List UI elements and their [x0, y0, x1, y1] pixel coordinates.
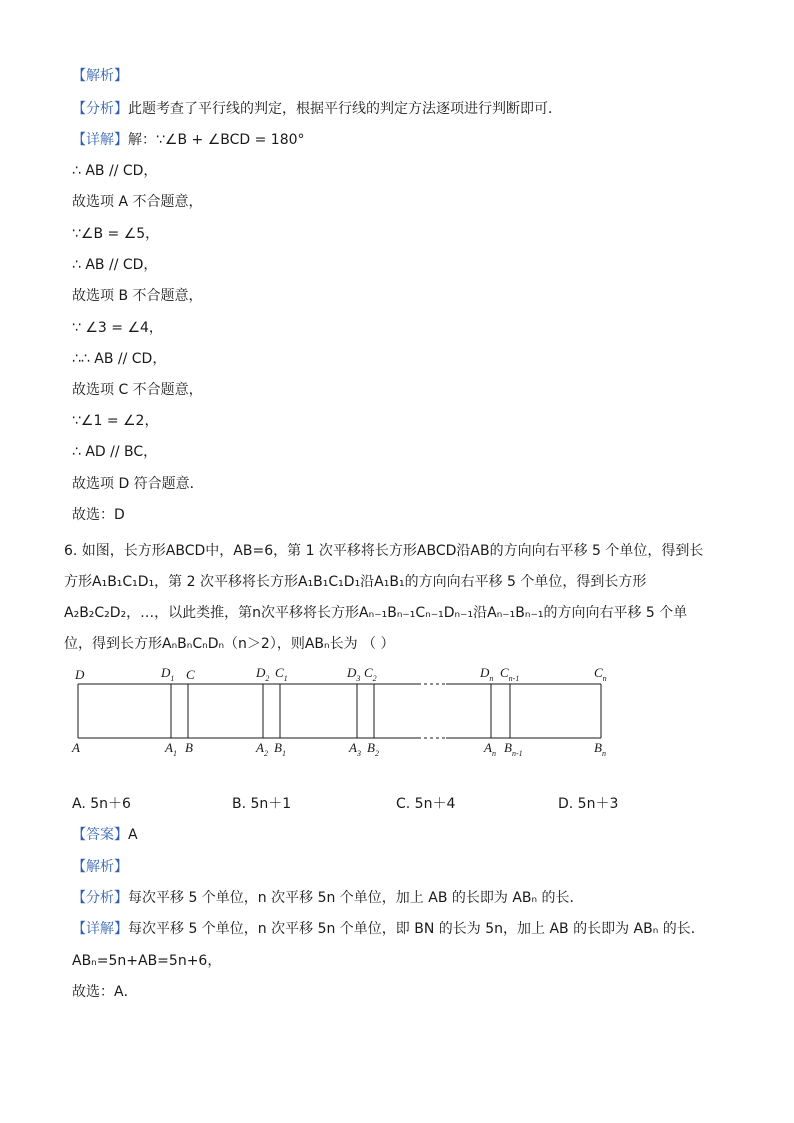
- fenxi-label: 【分析】: [72, 101, 128, 117]
- answer-value: A: [128, 827, 138, 843]
- step-line: 故选项 B 不合题意，: [72, 288, 203, 304]
- final-answer-line: 故选：A．: [72, 984, 138, 1000]
- label-Bn: $B_n$: [594, 740, 606, 758]
- question-line: 方形A₁B₁C₁D₁，第 2 次平移将长方形A₁B₁C₁D₁沿A₁B₁的方向向右平移 5 个单位，得到长方形: [64, 574, 647, 590]
- xiangjie-label-2: 【详解】: [72, 921, 128, 937]
- xiangjie-line: [72, 130, 305, 150]
- jiexi-label: 【解析】: [72, 68, 128, 84]
- step-line: ∵ ∠3 = ∠4，: [72, 320, 163, 336]
- label-D: D: [75, 667, 85, 682]
- label-C: C: [186, 667, 195, 682]
- question-line: 位，得到长方形AₙBₙCₙDₙ（n＞2），则ABₙ长为 （ ）: [64, 636, 395, 652]
- label-Cn: $C_n$: [594, 665, 607, 683]
- xiangjie-text: 解：∵∠B + ∠BCD = 180°: [128, 132, 305, 148]
- label-B: B: [185, 740, 193, 755]
- option-c: C. 5n＋4: [396, 796, 456, 812]
- label-C2: $C_2$: [364, 665, 377, 683]
- label-A3: $A_3$: [349, 740, 361, 758]
- label-D2: $D_2$: [256, 665, 270, 683]
- step-line: ∴∴ AB // CD，: [72, 351, 167, 367]
- step-line: ∴ AB // CD，: [72, 163, 158, 179]
- label-B1: $B_1$: [274, 740, 286, 758]
- xiangjie-label: 【详解】: [72, 132, 128, 148]
- xiangjie-line-2: [72, 919, 705, 939]
- question-6: [64, 536, 734, 660]
- label-D3: $D_3$: [347, 665, 361, 683]
- option-a: A. 5n＋6: [72, 796, 131, 812]
- answer-label: 【答案】: [72, 827, 128, 843]
- question-line: A₂B₂C₂D₂，…，以此类推，第n次平移将长方形Aₙ₋₁Bₙ₋₁Cₙ₋₁Dₙ₋₁沿Aₙ₋₁Bₙ₋₁的方向向右平移 5 个单: [64, 605, 688, 621]
- step-line: 故选：D: [72, 507, 125, 523]
- step-line: 故选项 A 不合题意，: [72, 194, 203, 210]
- fenxi-text: 此题考查了平行线的判定，根据平行线的判定方法逐项进行判断即可．: [128, 101, 562, 117]
- fenxi-line-2: [72, 888, 584, 908]
- label-A2: $A_2$: [256, 740, 268, 758]
- answer-line: [72, 825, 138, 845]
- step-line: ∴ AD // BC，: [72, 444, 158, 460]
- label-Cn-1: $C_{n-1}$: [500, 665, 520, 683]
- step-line: ∴ AB // CD，: [72, 257, 158, 273]
- step-line: 故选项 C 不合题意，: [72, 382, 203, 398]
- label-Bn-1: $B_{n-1}$: [504, 740, 523, 758]
- fenxi-text-2: 每次平移 5 个单位，n 次平移 5n 个单位，加上 AB 的长即为 ABₙ 的长．: [128, 890, 584, 906]
- label-C1: $C_1$: [275, 665, 288, 683]
- jiexi-label-2: 【解析】: [72, 859, 128, 875]
- label-Dn: $D_n$: [480, 665, 494, 683]
- xiangjie-text-2: 每次平移 5 个单位，n 次平移 5n 个单位，即 BN 的长为 5n，加上 AB 的长即为 ABₙ 的长．: [128, 921, 705, 937]
- option-b: B. 5n＋1: [232, 796, 292, 812]
- label-B2: $B_2$: [367, 740, 379, 758]
- fenxi-label-2: 【分析】: [72, 890, 128, 906]
- label-A: A: [72, 740, 80, 755]
- rectangle-translation-figure: [60, 660, 620, 760]
- step-line: ∵∠1 = ∠2，: [72, 413, 159, 429]
- question-line: 6. 如图，长方形ABCD中，AB=6，第 1 次平移将长方形ABCD沿AB的方向向右平移 5 个单位，得到长: [64, 543, 704, 559]
- step-line: ∵∠B = ∠5，: [72, 226, 160, 242]
- step-line: 故选项 D 符合题意．: [72, 476, 204, 492]
- label-A1: $A_1$: [165, 740, 177, 758]
- formula-line: ABₙ=5n+AB=5n+6，: [72, 953, 222, 969]
- label-D1: $D_1$: [161, 665, 175, 683]
- option-d: D. 5n＋3: [558, 796, 619, 812]
- label-An: $A_n$: [484, 740, 496, 758]
- fenxi-line: [72, 99, 562, 119]
